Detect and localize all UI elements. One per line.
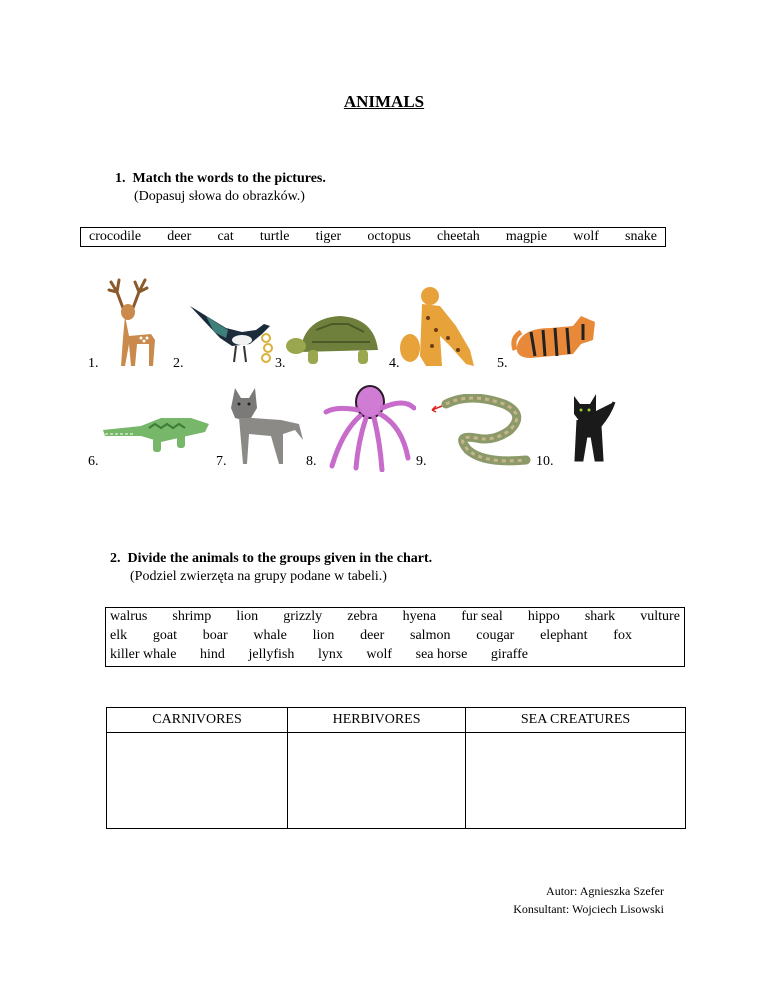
picture-number-1: 1. — [88, 356, 99, 371]
animal-word: cougar — [476, 628, 515, 643]
animal-word: deer — [360, 628, 385, 643]
herbivores-answer-cell[interactable] — [288, 733, 466, 829]
column-header-sea-creatures: SEA CREATURES — [466, 708, 686, 733]
animal-line-3 — [110, 647, 680, 666]
deer-icon — [103, 278, 163, 370]
animal-word: shrimp — [172, 609, 212, 624]
word-snake: snake — [625, 229, 657, 244]
word-bank — [80, 227, 666, 247]
wolf-icon — [225, 384, 305, 468]
animal-word: fur seal — [461, 609, 503, 624]
tiger-icon — [511, 310, 597, 368]
word-tiger: tiger — [315, 229, 342, 244]
animal-word: hind — [200, 647, 225, 662]
cat-icon — [566, 390, 618, 464]
animal-word: boar — [202, 628, 228, 643]
animal-word: lion — [236, 609, 259, 624]
word-crocodile: crocodile — [89, 229, 142, 244]
crocodile-icon — [101, 406, 213, 458]
picture-number-5: 5. — [497, 356, 508, 371]
animal-word: hippo — [527, 609, 560, 624]
picture-number-6: 6. — [88, 454, 99, 469]
picture-number-2: 2. — [173, 356, 184, 371]
animal-word: killer whale — [110, 647, 177, 662]
animal-word: whale — [253, 628, 287, 643]
footer-consultant: Konsultant: Wojciech Lisowski — [513, 902, 664, 916]
magpie-icon — [186, 298, 278, 370]
task2-heading: 2. Divide the animals to the groups given in the chart. — [110, 551, 433, 566]
animal-line-1 — [110, 609, 680, 628]
octopus-icon — [322, 382, 416, 472]
task1-heading: 1. Match the words to the pictures. — [115, 171, 326, 186]
task1-subheading: (Dopasuj słowa do obrazków.) — [134, 189, 305, 204]
picture-number-4: 4. — [389, 356, 400, 371]
carnivores-answer-cell[interactable] — [107, 733, 288, 829]
word-octopus: octopus — [367, 229, 411, 244]
animal-word: shark — [584, 609, 616, 624]
word-cheetah: cheetah — [437, 229, 480, 244]
column-header-herbivores: HERBIVORES — [288, 708, 466, 733]
word-deer: deer — [167, 229, 192, 244]
word-magpie: magpie — [505, 229, 548, 244]
picture-number-9: 9. — [416, 454, 427, 469]
animal-word: hyena — [402, 609, 437, 624]
column-header-carnivores: CARNIVORES — [107, 708, 288, 733]
animal-word: salmon — [410, 628, 451, 643]
animal-list-box — [105, 607, 685, 667]
page-title: ANIMALS — [343, 92, 425, 111]
animal-word: sea horse — [415, 647, 468, 662]
group-chart — [106, 707, 686, 829]
word-cat: cat — [217, 229, 234, 244]
turtle-icon — [286, 310, 386, 368]
picture-number-8: 8. — [306, 454, 317, 469]
animal-line-2 — [110, 628, 680, 647]
animal-word: wolf — [366, 647, 393, 662]
animal-word: lynx — [317, 647, 343, 662]
snake-icon — [430, 394, 532, 466]
animal-word: giraffe — [490, 647, 528, 662]
animal-word: goat — [152, 628, 177, 643]
picture-number-10: 10. — [536, 454, 554, 469]
animal-word: elephant — [540, 628, 588, 643]
cheetah-icon — [396, 286, 486, 370]
task2-subheading: (Podziel zwierzęta na grupy podane w tabeli.) — [130, 569, 387, 584]
picture-number-3: 3. — [275, 356, 286, 371]
animal-word: grizzly — [283, 609, 323, 624]
word-wolf: wolf — [573, 229, 599, 244]
word-turtle: turtle — [259, 229, 290, 244]
animal-word: jellyfish — [248, 647, 295, 662]
picture-number-7: 7. — [216, 454, 227, 469]
animal-word: vulture — [640, 609, 680, 624]
animal-word: zebra — [347, 609, 378, 624]
animal-word: lion — [312, 628, 335, 643]
animal-word: fox — [613, 628, 632, 643]
sea-creatures-answer-cell[interactable] — [466, 733, 686, 829]
animal-word: walrus — [110, 609, 148, 624]
animal-word: elk — [110, 628, 128, 643]
footer-author: Autor: Agnieszka Szefer — [546, 884, 664, 898]
